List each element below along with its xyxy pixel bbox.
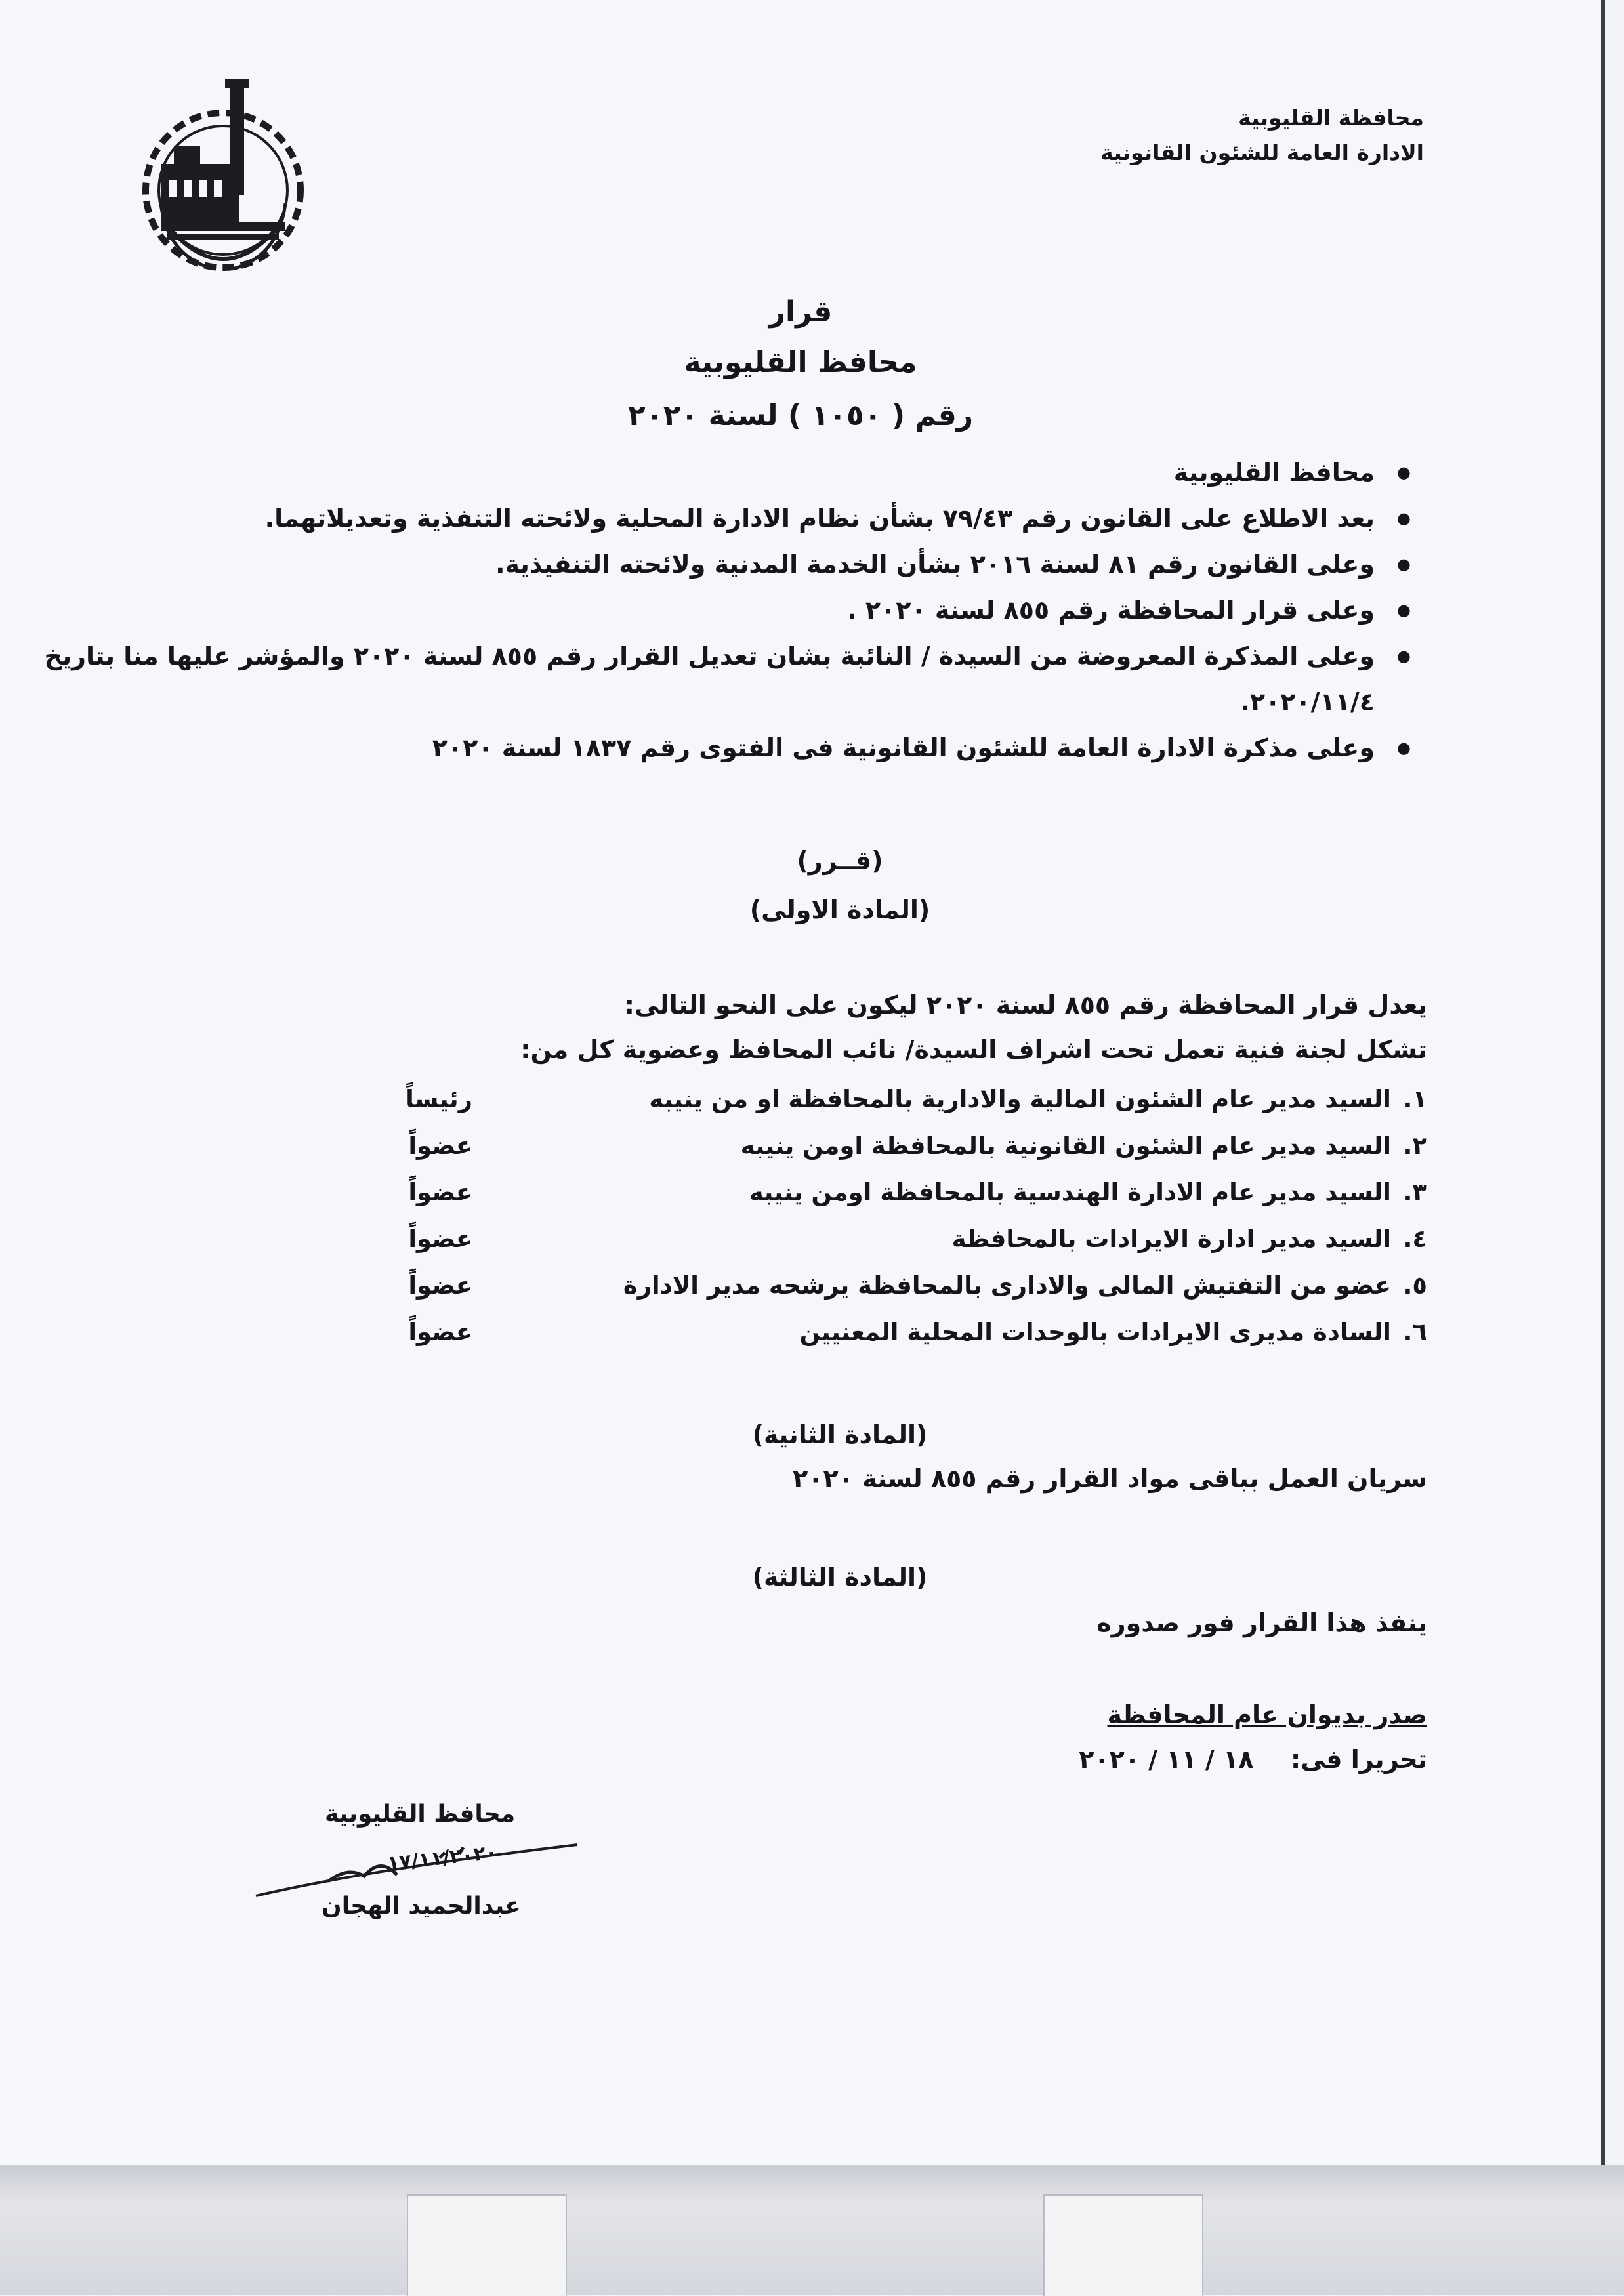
member-row [180,1122,1427,1169]
signature-date: ١٧/١١/٢٠٢٠ [386,1841,499,1876]
member-name: السيد مدير عام الشئون المالية والادارية بالمحافظة او من ينيبه [649,1085,1391,1113]
preamble-item: ● وعلى المذكرة المعروضة من السيدة / النائبة بشان تعديل القرار رقم ٨٥٥ لسنة ٢٠٢٠ والمؤشر عليها منا بتاريخ ٢٠٢٠/١١/٤. [0,633,1411,725]
member-role: عضواً [408,1225,472,1253]
committee-members [180,1076,1427,1355]
preamble-item: ● وعلى قرار المحافظة رقم ٨٥٥ لسنة ٢٠٢٠ . [0,587,1411,633]
issued-date: ١٨ / ١١ / ٢٠٢٠ [1079,1745,1254,1774]
issued-date-line [1079,1745,1427,1774]
member-name: عضو من التفتيش المالى والادارى بالمحافظة يرشحه مدير الادارة [623,1271,1391,1300]
member-number: ٣. [1403,1178,1427,1206]
member-number: ٢. [1403,1132,1427,1160]
title-number: رقم ( ١٠٥٠ ) لسنة ٢٠٢٠ [627,399,974,432]
member-name: السيد مدير ادارة الايرادات بالمحافظة [951,1225,1391,1253]
member-row [180,1169,1427,1216]
preamble-list [0,449,1411,771]
article1-heading: (المادة الاولى) [749,895,930,924]
governorate-logo [135,72,312,282]
preamble-item: ● وعلى القانون رقم ٨١ لسنة ٢٠١٦ بشأن الخدمة المدنية ولائحته التنفيذية. [0,541,1411,587]
article1-line2: تشكل لجنة فنية تعمل تحت اشراف السيدة/ نائب المحافظ وعضوية كل من: [520,1035,1427,1064]
member-number: ٦. [1403,1318,1427,1346]
article2-text: سريان العمل بباقى مواد القرار رقم ٨٥٥ لسنة ٢٠٢٠ [793,1464,1427,1493]
preamble-item: ● وعلى مذكرة الادارة العامة للشئون القانونية فى الفتوى رقم ١٨٣٧ لسنة ٢٠٢٠ [0,725,1411,771]
member-number: ٥. [1403,1271,1427,1300]
article2-heading: (المادة الثانية) [752,1420,928,1449]
article3-text: ينفذ هذا القرار فور صدوره [1096,1609,1427,1637]
signatory-name: عبدالحميد الهجان [322,1893,521,1919]
title-issuer: محافظ القليوبية [684,346,917,379]
scanner-bed [0,2165,1624,2295]
signatory-title: محافظ القليوبية [325,1801,516,1828]
title-decision: قرار [768,295,833,329]
member-number: ٤. [1403,1225,1427,1253]
article1-line1: يعدل قرار المحافظة رقم ٨٥٥ لسنة ٢٠٢٠ ليكون على النحو التالى: [624,991,1427,1019]
member-role: عضواً [408,1178,472,1206]
header-department: الادارة العامة للشئون القانونية [1100,140,1424,165]
header-governorate: محافظة القليوبية [1238,105,1424,131]
decides-heading: (قــرر) [797,846,883,875]
issued-place: صدر بديوان عام المحافظة [1107,1700,1427,1729]
member-row [180,1262,1427,1309]
member-name: السيد مدير عام الادارة الهندسية بالمحافظة اومن ينيبه [749,1178,1391,1206]
member-role: عضواً [408,1271,472,1300]
member-role: عضواً [408,1132,472,1160]
preamble-item: ● محافظ القليوبية [0,449,1411,495]
member-row [180,1076,1427,1122]
article3-heading: (المادة الثالثة) [752,1563,928,1591]
preamble-item: ● بعد الاطلاع على القانون رقم ٧٩/٤٣ بشأن نظام الادارة المحلية ولائحته التنفذية وتعديلاتهما. [0,495,1411,541]
member-row [180,1216,1427,1262]
member-role: رئيساً [406,1085,472,1113]
member-row [180,1309,1427,1355]
paper-clip [407,2194,567,2296]
paper-clip [1043,2194,1203,2296]
member-name: السيد مدير عام الشئون القانونية بالمحافظة اومن ينيبه [740,1132,1391,1160]
member-role: عضواً [408,1318,472,1346]
member-name: السادة مديرى الايرادات بالوحدات المحلية المعنيين [799,1318,1391,1346]
issued-date-label: تحريرا فى: [1291,1745,1427,1774]
member-number: ١. [1403,1085,1427,1113]
